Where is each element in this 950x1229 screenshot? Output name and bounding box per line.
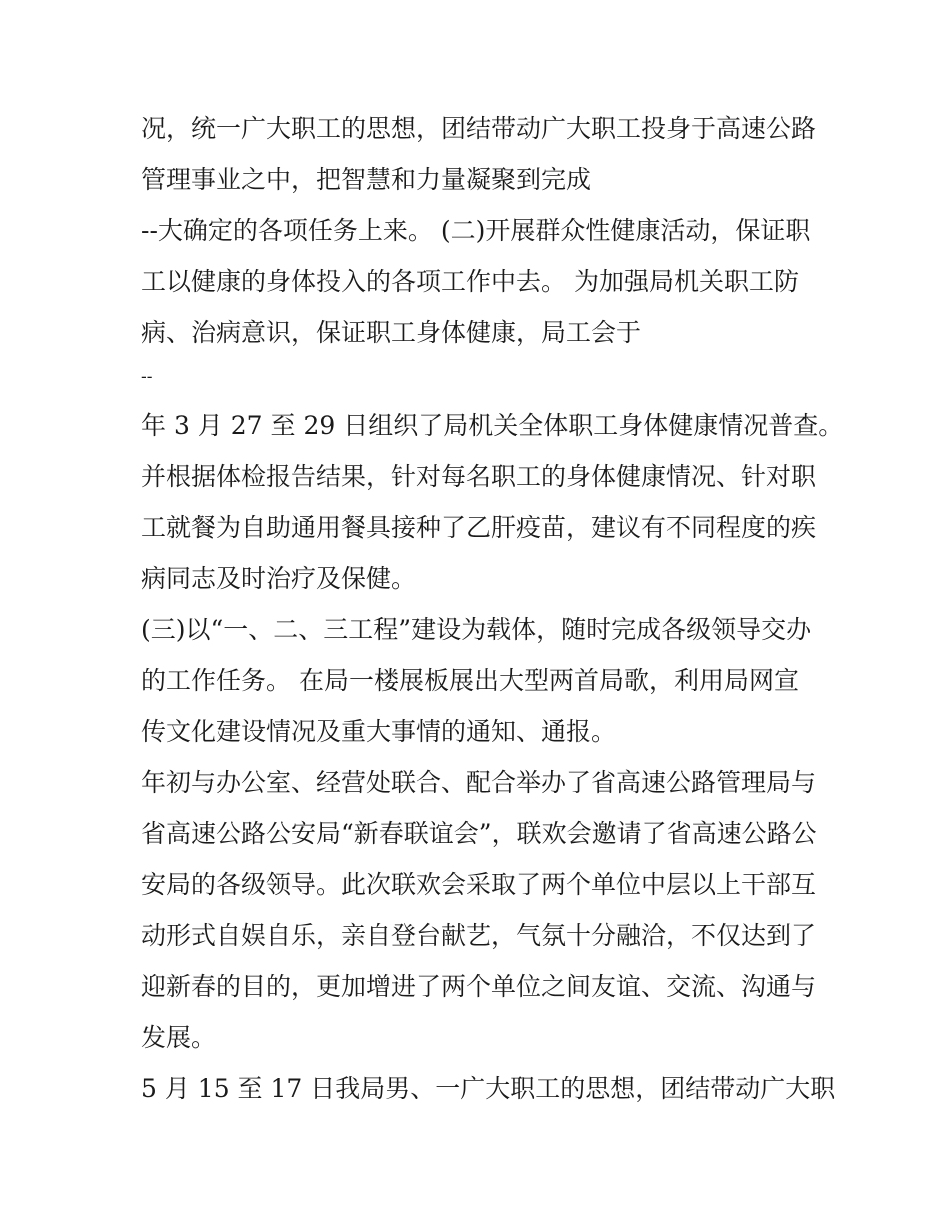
text-line: 况，统一广大职工的思想，团结带动广大职工投身于高速公路 [141, 114, 817, 143]
text-line: 工就餐为自助通用餐具接种了乙肝疫苗，建议有不同程度的疾 [141, 513, 817, 542]
text-line: 年 3 月 27 至 29 日组织了局机关全体职工身体健康情况普查。 [141, 411, 844, 440]
text-line: (三)以“一、二、三工程”建设为载体，随时完成各级领导交办 [141, 615, 812, 644]
text-line: 病同志及时治疗及保健。 [141, 564, 417, 593]
text-line: 动形式自娱自乐，亲自登台献艺，气氛十分融洽，不仅达到了 [141, 921, 817, 950]
text-line: 省高速公路公安局“新春联谊会”，联欢会邀请了省高速公路公 [141, 819, 817, 848]
text-line: 传文化建设情况及重大事情的通知、通报。 [141, 717, 617, 746]
text-line: 发展。 [141, 1023, 217, 1052]
text-line: 5 月 15 至 17 日我局男、一广大职工的思想，团结带动广大职 [141, 1074, 836, 1103]
text-line: 年初与办公室、经营处联合、配合举办了省高速公路管理局与 [141, 768, 817, 797]
text-line: 的工作任务。 在局一楼展板展出大型两首局歌，利用局网宣 [141, 666, 799, 695]
text-line: 管理事业之中，把智慧和力量凝聚到完成 [141, 165, 592, 194]
text-line: 病、治病意识，保证职工身体健康，局工会于 [141, 318, 642, 347]
text-line: 并根据体检报告结果，针对每名职工的身体健康情况、针对职 [141, 462, 817, 491]
text-line: 安局的各级领导。此次联欢会采取了两个单位中层以上干部互 [141, 870, 817, 899]
text-line: --大确定的各项任务上来。 (二)开展群众性健康活动，保证职 [141, 216, 811, 245]
text-line: 工以健康的身体投入的各项工作中去。 为加强局机关职工防 [141, 267, 799, 296]
text-line: 迎新春的目的，更加增进了两个单位之间友谊、交流、沟通与 [141, 972, 817, 1001]
text-line: -- [141, 367, 153, 387]
